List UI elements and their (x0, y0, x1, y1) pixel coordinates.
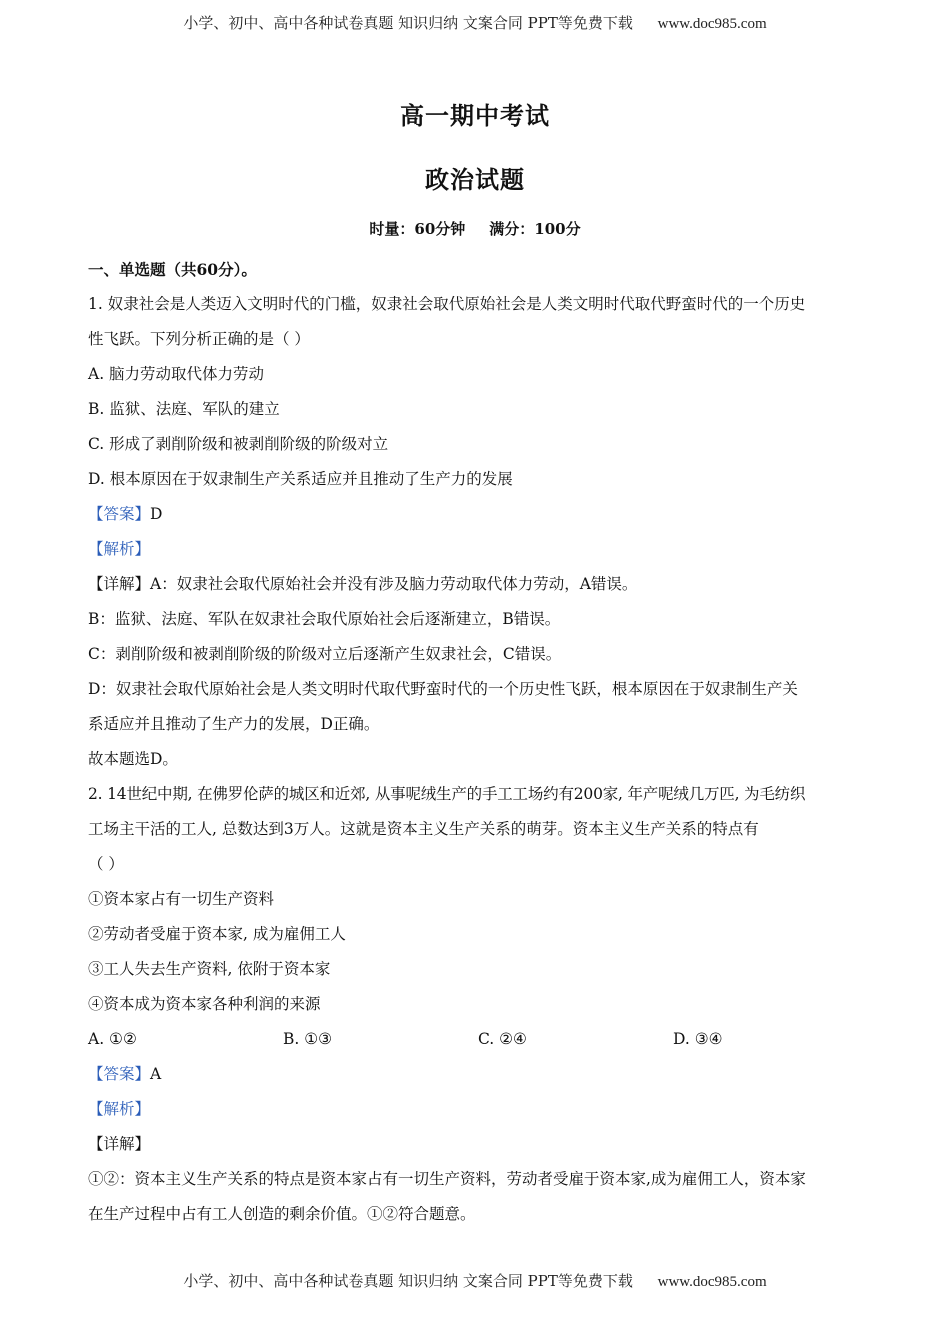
q2-stem-line2: 工场主干活的工人, 总数达到3万人。这就是资本主义生产关系的萌芽。资本主义生产关系的特点有 (88, 820, 759, 838)
q2-item-3: ③工人失去生产资料, 依附于资本家 (88, 960, 331, 978)
section-heading: 一、单选题（共60分）。 (88, 260, 257, 279)
q1-option-d: D. 根本原因在于奴隶制生产关系适应并且推动了生产力的发展 (88, 470, 513, 488)
q1-detail-a-text: A：奴隶社会取代原始社会并没有涉及脑力劳动取代体力劳动，A错误。 (150, 575, 638, 593)
footer-site-link[interactable]: www.doc985.com (657, 1274, 767, 1290)
q1-option-a: A. 脑力劳动取代体力劳动 (88, 365, 265, 383)
q1-detail-c: C：剥削阶级和被剥削阶级的阶级对立后逐渐产生奴隶社会，C错误。 (88, 645, 562, 663)
q2-detail-tag: 【详解】 (88, 1135, 151, 1153)
q1-analysis-tag: 【解析】 (88, 540, 151, 558)
q2-detail-2: 在生产过程中占有工人创造的剩余价值。①②符合题意。 (88, 1205, 476, 1223)
q1-detail-d1: D：奴隶社会取代原始社会是人类文明时代取代野蛮时代的一个历史性飞跃，根本原因在于奴隶制生产关 (88, 680, 798, 698)
q2-stem-line1: 2. 14世纪中期, 在佛罗伦萨的城区和近郊, 从事呢绒生产的手工工场约有200家, 年产呢绒几万匹, 为毛纺织 (88, 785, 806, 803)
q2-answer (88, 1057, 868, 1092)
page-header (0, 12, 950, 33)
header-text: 小学、初中、高中各种试卷真题 知识归纳 文案合同 PPT等免费下载 (183, 14, 633, 32)
exam-subtitle: 政治试题 (425, 165, 525, 194)
q2-item-2: ②劳动者受雇于资本家, 成为雇佣工人 (88, 925, 346, 943)
q1-conclusion: 故本题选D。 (88, 750, 178, 768)
q2-analysis-tag: 【解析】 (88, 1100, 151, 1118)
header-site-link[interactable]: www.doc985.com (657, 16, 767, 32)
q1-option-b: B. 监狱、法庭、军队的建立 (88, 400, 280, 418)
q2-answer-value: A (150, 1065, 162, 1083)
q1-detail-d2: 系适应并且推动了生产力的发展，D正确。 (88, 715, 380, 733)
exam-title: 高一期中考试 (400, 101, 550, 130)
footer-text: 小学、初中、高中各种试卷真题 知识归纳 文案合同 PPT等免费下载 (183, 1272, 633, 1290)
q2-stem-line3: （ ） (88, 855, 124, 873)
q2-item-1: ①资本家占有一切生产资料 (88, 890, 275, 908)
q1-option-c: C. 形成了剥削阶级和被剥削阶级的阶级对立 (88, 435, 389, 453)
question-1 (88, 287, 868, 777)
exam-score: 满分：100分 (489, 220, 581, 238)
q1-stem-line1: 1. 奴隶社会是人类迈入文明时代的门槛，奴隶社会取代原始社会是人类文明时代取代野蛮时代的一个历史 (88, 295, 806, 313)
q1-answer-value: D (150, 505, 163, 523)
q1-answer (88, 497, 868, 532)
q2-options (88, 1022, 868, 1057)
question-2 (88, 777, 868, 1232)
q1-detail-b: B：监狱、法庭、军队在奴隶社会取代原始社会后逐渐建立，B错误。 (88, 610, 561, 628)
q2-option-b: B. ①③ (283, 1030, 333, 1048)
exam-content (88, 252, 868, 1232)
answer-tag: 【答案】 (88, 505, 151, 523)
q1-detail-a (88, 567, 868, 602)
q1-stem-line2: 性飞跃。下列分析正确的是（ ） (88, 330, 310, 348)
q2-detail-1: ①②：资本主义生产关系的特点是资本家占有一切生产资料，劳动者受雇于资本家,成为雇佣工人，资本家 (88, 1170, 806, 1188)
exam-meta (0, 218, 950, 239)
q2-item-4: ④资本成为资本家各种利润的来源 (88, 995, 321, 1013)
detail-tag: 【详解】 (88, 575, 151, 593)
page-footer (0, 1270, 950, 1291)
q2-option-d: D. ③④ (673, 1030, 723, 1048)
answer-tag: 【答案】 (88, 1065, 151, 1083)
q2-option-a: A. ①② (88, 1030, 137, 1048)
q2-option-c: C. ②④ (478, 1030, 527, 1048)
exam-time: 时量：60分钟 (369, 220, 466, 238)
